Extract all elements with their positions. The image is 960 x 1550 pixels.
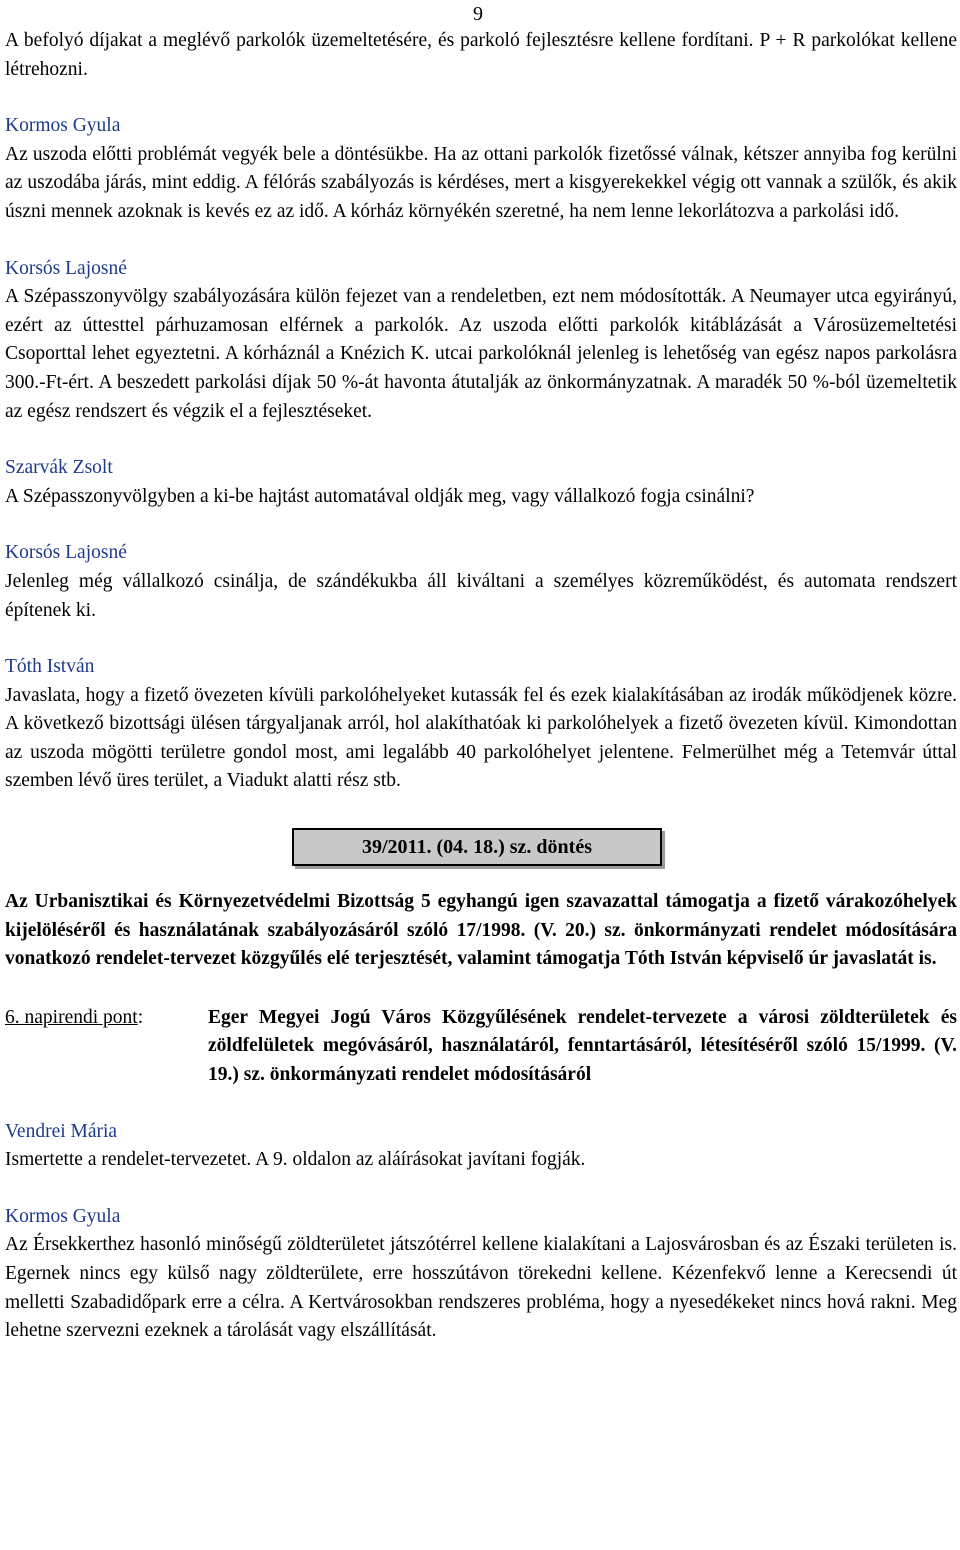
paragraph: Ismertette a rendelet-tervezetet. A 9. oldalon az aláírásokat javítani fogják. [5,1149,586,1171]
paragraph: Az uszoda előtti problémát vegyék bele a döntésükbe. Ha az ottani parkolók fizetőssé válnak, kétszer annyiba fog kerülni az uszodába járás, mint eddig. A félórás szabályozás is kérdéses, mert a kisgyerekekkel végig ott vannak a szülők, és akik úszni mennek azoknak is kevés ez az idő. A kórház környékén szeretné, ha nem lenne lekorlátozva a parkolási idő. [5,143,957,222]
document-page [5,0,957,1346]
agenda-label-text: 6. napirendi pont [5,1006,138,1028]
paragraph: A Szépasszonyvölgyben a ki-be hajtást automatával oldják meg, vagy vállalkozó fogja csinálni? [5,485,755,507]
decision-text: Az Urbanisztikai és Környezetvédelmi Bizottság 5 egyhangú igen szavazattal támogatja a fizető várakozóhelyek kijelöléséről és használatának szabályozásáról szóló 17/1998. (V. 20.) sz. önkormányzati rendelet módosítására vonatkozó rendelet-tervezet közgyűlés elé terjesztését, valamint támogatja Tóth István képviselő úr javaslatát is. [5,891,957,970]
agenda-title: Eger Megyei Jogú Város Közgyűlésének rendelet-tervezete a városi zöldterületek és zöldfelületek megóvásáról, használatáról, fenntartásáról, létesítéséről szóló 15/1999. (V. 19.) sz. önkormányzati rendelet módosításáról [208,1006,957,1086]
body-before-decision [5,27,957,796]
speaker-name: Szarvák Zsolt [5,457,113,479]
paragraph: Javaslata, hogy a fizető övezeten kívüli parkolóhelyeket kutassák fel és ezek kialakításában az irodák működjenek közre. A következő bizottsági ülésen tárgyaljanak arról, hol alakíthatóak ki parkolóhelyek a fizető övezeten kívül. Kimondottan az uszoda mögötti területre gondol most, ami legalább 40 parkolóhelyet jelentene. Felmerülhet még a Tetemvár úttal szemben lévő üres terület, a Viadukt alatti rész stb. [5,684,957,792]
speaker-name: Tóth István [5,656,95,678]
agenda-item [5,1004,957,1090]
speaker-name: Kormos Gyula [5,115,121,137]
speaker-name: Korsós Lajosné [5,542,127,564]
paragraph: A Szépasszonyvölgy szabályozására külön fejezet van a rendeletben, ezt nem módosították. A Neumayer utca egyirányú, ezért az úttesttel párhuzamosan elférnek a parkolók. Az uszoda előtti parkolók kitáblázását a Városüzemeltetési Csoporttal lehet egyeztetni. A kórháznál a Knézich K. utcai parkolóknál jelenleg is lehetőség van egész napos parkolásra 300.-Ft-ért. A beszedett parkolási díjak 50 %-át havonta átutalják az önkormányzatnak. A maradék 50 %-ból üzemeltetik az egész rendszert és végzik el a fejlesztéseket. [5,286,957,422]
speaker-name: Vendrei Mária [5,1120,118,1142]
body-after-agenda [5,1118,957,1346]
speaker-name: Kormos Gyula [5,1205,121,1227]
speaker-name: Korsós Lajosné [5,257,127,279]
paragraph: Az Érsekkerthez hasonló minőségű zöldterületet játszótérrel kellene kialakítani a Lajosvárosban és az Északi területen is. Egernek nincs egy külső nagy zöldterülete, erre hosszútávon törekedni kellene. Kézenfekvő lenne a Kerecsendi út melletti Szabadidőpark erre a célra. A Kertvárosokban rendszeres probléma, hogy a nyesedékeket nincs hová rakni. Meg lehetne szervezni ezeknek a tárolását vagy elszállítását. [5,1234,957,1342]
page-number: 9 [473,3,483,25]
paragraph: Jelenleg még vállalkozó csinálja, de szándékukba áll kiváltani a személyes közreműködést, és automata rendszert építenek ki. [5,570,957,621]
agenda-label [5,1004,208,1090]
paragraph: A befolyó díjakat a meglévő parkolók üzemeltetésére, és parkoló fejlesztésre kellene fordítani. P + R parkolókat kellene létrehozni. [5,30,957,80]
decision-title-box: 39/2011. (04. 18.) sz. döntés [292,828,662,866]
agenda-label-colon: : [137,1006,144,1028]
